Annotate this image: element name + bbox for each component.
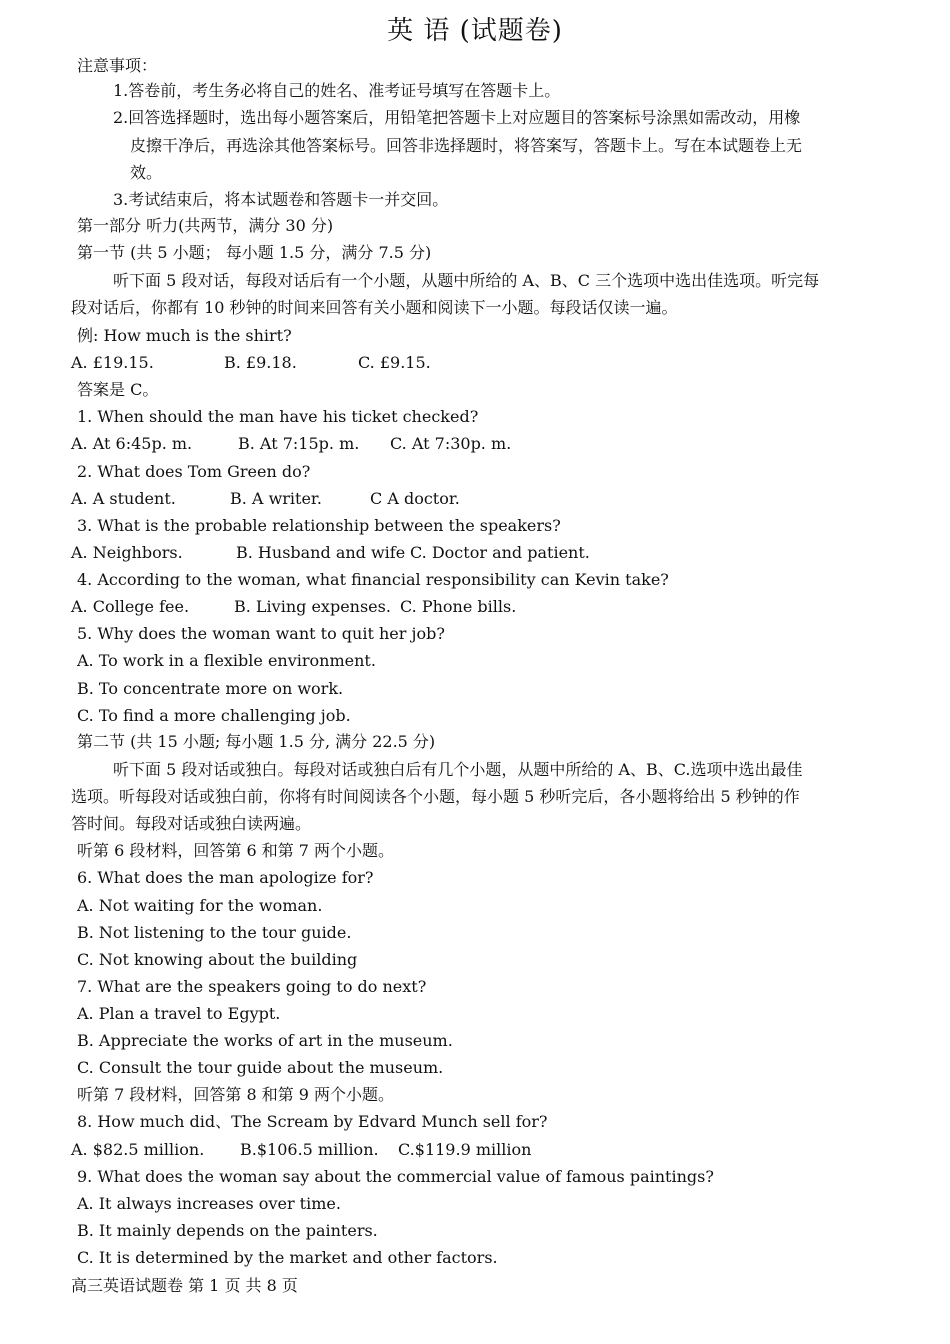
q5-option-a: A. To work in a flexible environment. xyxy=(77,651,376,670)
q8-option-a: A. $82.5 million. xyxy=(71,1140,205,1159)
q1-option-a: A. At 6:45p. m. xyxy=(71,434,193,453)
section2-heading: 第二节 (共 15 小题; 每小题 1.5 分, 满分 22.5 分) xyxy=(77,732,436,751)
example-option-c: C. £9.15. xyxy=(358,353,431,372)
q8-option-c: C.$119.9 million xyxy=(398,1140,532,1159)
material-6-note: 听第 6 段材料，回答第 6 和第 7 两个小题。 xyxy=(77,841,395,860)
q9-option-a: A. It always increases over time. xyxy=(77,1194,341,1213)
q5-option-c: C. To find a more challenging job. xyxy=(77,706,351,725)
section1-heading: 第一节 (共 5 小题； 每小题 1.5 分，满分 7.5 分) xyxy=(77,243,432,262)
q2-option-a: A. A student. xyxy=(71,489,176,508)
example-answer: 答案是 C。 xyxy=(77,380,159,399)
q2-option-b: B. A writer. xyxy=(230,489,322,508)
q6-option-b: B. Not listening to the tour guide. xyxy=(77,923,352,942)
notice-item-2-end: 效。 xyxy=(130,163,163,182)
page-footer: 高三英语试题卷 第 1 页 共 8 页 xyxy=(71,1276,298,1295)
example-question: 例: How much is the shirt? xyxy=(77,326,292,345)
q4-option-b: B. Living expenses. xyxy=(234,597,391,616)
notice-heading: 注意事项： xyxy=(77,56,158,75)
question-6: 6. What does the man apologize for? xyxy=(77,868,374,887)
page-title: 英 语 (试题卷) xyxy=(387,16,563,46)
question-8: 8. How much did、The Scream by Edvard Munch sell for? xyxy=(77,1112,548,1131)
q4-option-c: C. Phone bills. xyxy=(400,597,517,616)
q9-option-b: B. It mainly depends on the painters. xyxy=(77,1221,378,1240)
question-1: 1. When should the man have his ticket checked? xyxy=(77,407,479,426)
q3-option-a: A. Neighbors. xyxy=(71,543,183,562)
q1-option-b: B. At 7:15p. m. xyxy=(238,434,360,453)
q5-option-b: B. To concentrate more on work. xyxy=(77,679,344,698)
question-5: 5. Why does the woman want to quit her job? xyxy=(77,624,445,643)
question-2: 2. What does Tom Green do? xyxy=(77,462,311,481)
question-7: 7. What are the speakers going to do next? xyxy=(77,977,427,996)
q8-option-b: B.$106.5 million. xyxy=(240,1140,379,1159)
material-7-note: 听第 7 段材料，回答第 8 和第 9 两个小题。 xyxy=(77,1085,395,1104)
q4-option-a: A. College fee. xyxy=(71,597,190,616)
question-9: 9. What does the woman say about the commercial value of famous paintings? xyxy=(77,1167,714,1186)
part1-heading: 第一部分 听力(共两节，满分 30 分) xyxy=(77,216,334,235)
q1-option-c: C. At 7:30p. m. xyxy=(390,434,512,453)
q6-option-a: A. Not waiting for the woman. xyxy=(77,896,323,915)
section2-instructions-3: 答时间。每段对话或独白读两遍。 xyxy=(71,814,312,833)
q2-option-c: C A doctor. xyxy=(370,489,460,508)
q3-option-c: C. Doctor and patient. xyxy=(410,543,590,562)
section2-instructions-1: 听下面 5 段对话或独白。每段对话或独白后有几个小题，从题中所给的 A、B、C.选项中选出最佳 xyxy=(113,760,803,779)
notice-item-3: 3.考试结束后，将本试题卷和答题卡一并交回。 xyxy=(113,190,449,209)
notice-item-1: 1.答卷前，考生务必将自己的姓名、准考证号填写在答题卡上。 xyxy=(113,81,561,100)
question-4: 4. According to the woman, what financial responsibility can Kevin take? xyxy=(77,570,669,589)
q7-option-a: A. Plan a travel to Egypt. xyxy=(77,1004,281,1023)
example-option-b: B. £9.18. xyxy=(224,353,297,372)
q7-option-c: C. Consult the tour guide about the museum. xyxy=(77,1058,444,1077)
question-3: 3. What is the probable relationship between the speakers? xyxy=(77,516,561,535)
q3-option-b: B. Husband and wife xyxy=(236,543,406,562)
section2-instructions-2: 选项。听每段对话或独白前，你将有时间阅读各个小题，每小题 5 秒听完后，各小题将给出 5 秒钟的作 xyxy=(71,787,800,806)
q6-option-c: C. Not knowing about the building xyxy=(77,950,358,969)
section1-instructions-1: 听下面 5 段对话，每段对话后有一个小题，从题中所给的 A、B、C 三个选项中选出佳选项。听完每 xyxy=(113,271,820,290)
q9-option-c: C. It is determined by the market and other factors. xyxy=(77,1248,498,1267)
q7-option-b: B. Appreciate the works of art in the museum. xyxy=(77,1031,453,1050)
notice-item-2: 2.回答选择题时，选出每小题答案后，用铅笔把答题卡上对应题目的答案标号涂黑如需改动，用橡 xyxy=(113,108,801,127)
section1-instructions-2: 段对话后，你都有 10 秒钟的时间来回答有关小题和阅读下一小题。每段话仅读一遍。 xyxy=(71,298,678,317)
notice-item-2-cont: 皮擦干净后，再选涂其他答案标号。回答非选择题时，将答案写，答题卡上。写在本试题卷上无 xyxy=(130,136,803,155)
example-option-a: A. £19.15. xyxy=(71,353,154,372)
